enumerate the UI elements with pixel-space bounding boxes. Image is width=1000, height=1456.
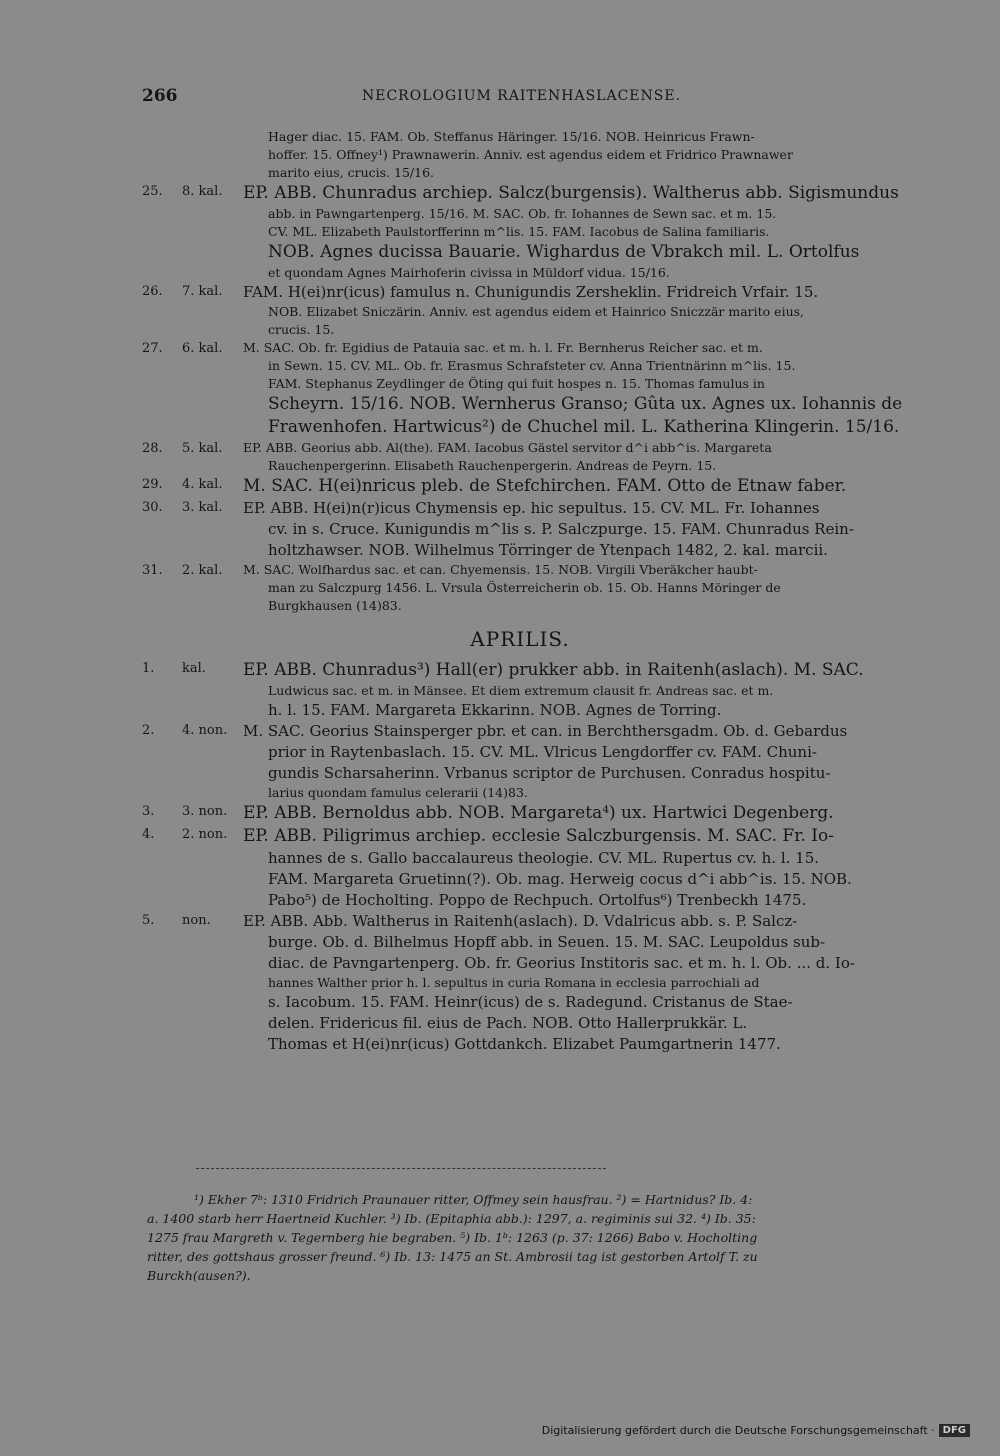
entry-day: 3. [142,804,155,819]
entry-line: EP. ABB. Abb. Waltherus in Raitenh(aslach). D. Vdalricus abb. s. P. Salcz- [243,912,798,930]
necrology-entry [0,911,1000,1055]
entry-day: 1. [142,661,155,676]
footnote-divider [196,1168,606,1169]
entry-calendar-date: 7. kal. [182,284,223,299]
entry-line: s. Iacobum. 15. FAM. Heinr(icus) de s. Radegund. Cristanus de Stae- [268,993,793,1011]
entry-calendar-date: kal. [182,661,206,676]
entry-day: 25. [142,184,163,199]
entry-line: delen. Fridericus fil. eius de Pach. NOB. Otto Hallerprukkär. L. [268,1014,748,1032]
entry-calendar-date: 3. non. [182,804,228,819]
footer-text: Digitalisierung gefördert durch die Deutsche Forschungsgemeinschaft · [541,1424,935,1437]
entry-calendar-date: 8. kal. [182,184,223,199]
page-header [0,86,1000,110]
entry-line: et quondam Agnes Mairhoferin civissa in Müldorf vidua. 15/16. [268,265,670,280]
entry-line: abb. in Pawngartenperg. 15/16. M. SAC. Ob. fr. Iohannes de Sewn sac. et m. 15. [268,206,777,221]
entry-calendar-date: 3. kal. [182,500,223,515]
footnote-line: 1275 frau Margreth v. Tegernberg hie begraben. ⁵) Ib. 1ᵇ: 1263 (p. 37: 1266) Babo v. Hocholting [147,1230,758,1245]
page-number: 266 [142,86,178,106]
entry-day: 5. [142,913,155,928]
entry-line: M. SAC. Wolfhardus sac. et can. Chyemensis. 15. NOB. Virgili Vberäkcher haubt- [243,562,758,577]
entry-line: h. l. 15. FAM. Margareta Ekkarinn. NOB. Agnes de Torring. [268,701,722,719]
entry-line: Hager diac. 15. FAM. Ob. Steffanus Häringer. 15/16. NOB. Heinricus Frawn- [268,129,755,144]
necrology-entry [0,182,1000,282]
entry-day: 28. [142,441,163,456]
entry-day: 27. [142,341,163,356]
entry-calendar-date: 2. non. [182,827,228,842]
footnote-line: a. 1400 starb herr Haertneid Kuchler. ³) Ib. (Epitaphia abb.): 1297, a. regiminis sui 32. ⁴) Ib. 35: [147,1211,756,1226]
entry-line: gundis Scharsaherinn. Vrbanus scriptor de Purchusen. Conradus hospitu- [268,764,831,782]
dfg-logo: DFG [939,1424,970,1437]
entry-line: FAM. Stephanus Zeydlinger de Öting qui fuit hospes n. 15. Thomas famulus in [268,376,765,391]
entry-line: man zu Salczpurg 1456. L. Vrsula Österreicherin ob. 15. Ob. Hanns Möringer de [268,580,781,595]
entry-line: M. SAC. Ob. fr. Egidius de Patauia sac. et m. h. l. Fr. Bernherus Reicher sac. et m. [243,340,763,355]
necrology-entry [0,802,1000,825]
entry-line: Scheyrn. 15/16. NOB. Wernherus Granso; Gûta ux. Agnes ux. Iohannis de [268,394,903,414]
entry-line: prior in Raytenbaslach. 15. CV. ML. Vlricus Lengdorffer cv. FAM. Chuni- [268,743,817,761]
entry-line: EP. ABB. Piligrimus archiep. ecclesie Salczburgensis. M. SAC. Fr. Io- [243,826,834,846]
entry-line: EP. ABB. Georius abb. Al(the). FAM. Iacobus Gästel servitor d^i abb^is. Margareta [243,440,772,455]
entry-line: EP. ABB. Bernoldus abb. NOB. Margareta⁴) ux. Hartwici Degenberg. [243,803,834,823]
entry-line: Burgkhausen (14)83. [268,598,402,613]
entry-line: Ludwicus sac. et m. in Mänsee. Et diem extremum clausit fr. Andreas sac. et m. [268,683,774,698]
entry-calendar-date: non. [182,913,211,928]
main-text [0,128,1000,1055]
necrology-entry [0,721,1000,802]
necrology-entry [0,825,1000,911]
footnote-line: Burckh(ausen?). [147,1268,251,1283]
entry-line: hoffer. 15. Offney¹) Prawnawerin. Anniv. est agendus eidem et Fridrico Prawnawer [268,147,793,162]
entry-line: Rauchenpergerinn. Elisabeth Rauchenpergerin. Andreas de Peyrn. 15. [268,458,717,473]
entry-day: 2. [142,723,155,738]
footer-credit [542,1424,970,1437]
necrology-entry [0,561,1000,615]
entry-day: 30. [142,500,163,515]
entry-line: FAM. Margareta Gruetinn(?). Ob. mag. Herweig cocus d^i abb^is. 15. NOB. [268,870,852,888]
entry-line: larius quondam famulus celerarii (14)83. [268,785,528,800]
necrology-entry [0,128,1000,182]
entry-calendar-date: 4. kal. [182,477,223,492]
necrology-entry [0,475,1000,498]
entry-day: 4. [142,827,155,842]
entry-line: holtzhawser. NOB. Wilhelmus Törringer de Ytenpach 1482, 2. kal. marcii. [268,541,828,559]
entry-line: M. SAC. H(ei)nricus pleb. de Stefchirchen. FAM. Otto de Etnaw faber. [243,476,847,496]
entry-line: hannes de s. Gallo baccalaureus theologie. CV. ML. Rupertus cv. h. l. 15. [268,849,820,867]
entry-day: 31. [142,563,163,578]
entry-line: FAM. H(ei)nr(icus) famulus n. Chunigundis Zersheklin. Fridreich Vrfair. 15. [243,283,819,301]
entry-line: Frawenhofen. Hartwicus²) de Chuchel mil. L. Katherina Klingerin. 15/16. [268,417,900,437]
entry-day: 29. [142,477,163,492]
footnotes [0,1190,1000,1285]
section-title-aprilis: APRILIS. [470,627,570,651]
entry-line: NOB. Elizabet Sniczärin. Anniv. est agendus eidem et Hainrico Sniczzär marito eius, [268,304,805,319]
entry-line: cv. in s. Cruce. Kunigundis m^lis s. P. Salczpurge. 15. FAM. Chunradus Rein- [268,520,854,538]
entry-line: burge. Ob. d. Bilhelmus Hopff abb. in Seuen. 15. M. SAC. Leupoldus sub- [268,933,826,951]
entry-line: M. SAC. Georius Stainsperger pbr. et can. in Berchthersgadm. Ob. d. Gebardus [243,722,848,740]
entry-line: EP. ABB. Chunradus³) Hall(er) prukker abb. in Raitenh(aslach). M. SAC. [243,660,864,680]
entry-line: EP. ABB. H(ei)n(r)icus Chymensis ep. hic sepultus. 15. CV. ML. Fr. Iohannes [243,499,820,517]
entry-line: CV. ML. Elizabeth Paulstorfferinn m^lis. 15. FAM. Iacobus de Salina familiaris. [268,224,770,239]
running-title: NECROLOGIUM RAITENHASLACENSE. [362,88,682,104]
footnote-line: ¹) Ekher 7ᵇ: 1310 Fridrich Praunauer ritter, Offmey sein hausfrau. ²) = Hartnidus? Ib. 4: [194,1192,753,1207]
necrology-entry [0,339,1000,439]
entry-line: crucis. 15. [268,322,335,337]
entry-calendar-date: 4. non. [182,723,228,738]
entry-line: NOB. Agnes ducissa Bauarie. Wighardus de Vbrakch mil. L. Ortolfus [268,242,860,262]
entry-line: Thomas et H(ei)nr(icus) Gottdankch. Elizabet Paumgartnerin 1477. [268,1035,781,1053]
entry-calendar-date: 6. kal. [182,341,223,356]
necrology-entry [0,659,1000,721]
entry-line: in Sewn. 15. CV. ML. Ob. fr. Erasmus Schrafsteter cv. Anna Trientnärinn m^lis. 15. [268,358,796,373]
necrology-entry [0,498,1000,561]
necrology-entry [0,282,1000,339]
entry-day: 26. [142,284,163,299]
entry-line: Pabo⁵) de Hocholting. Poppo de Rechpuch. Ortolfus⁶) Trenbeckh 1475. [268,891,807,909]
entry-line: diac. de Pavngartenperg. Ob. fr. Georius Institoris sac. et m. h. l. Ob. ... d. Io- [268,954,855,972]
entry-line: EP. ABB. Chunradus archiep. Salcz(burgensis). Waltherus abb. Sigismundus [243,183,899,203]
necrology-entry [0,439,1000,475]
entry-calendar-date: 2. kal. [182,563,223,578]
entry-calendar-date: 5. kal. [182,441,223,456]
entry-line: marito eius, crucis. 15/16. [268,165,434,180]
entry-line: hannes Walther prior h. l. sepultus in curia Romana in ecclesia parrochiali ad [268,975,760,990]
footnote-line: ritter, des gottshaus grosser freund. ⁶) Ib. 13: 1475 an St. Ambrosii tag ist gestorben Artolf T. zu [147,1249,758,1264]
